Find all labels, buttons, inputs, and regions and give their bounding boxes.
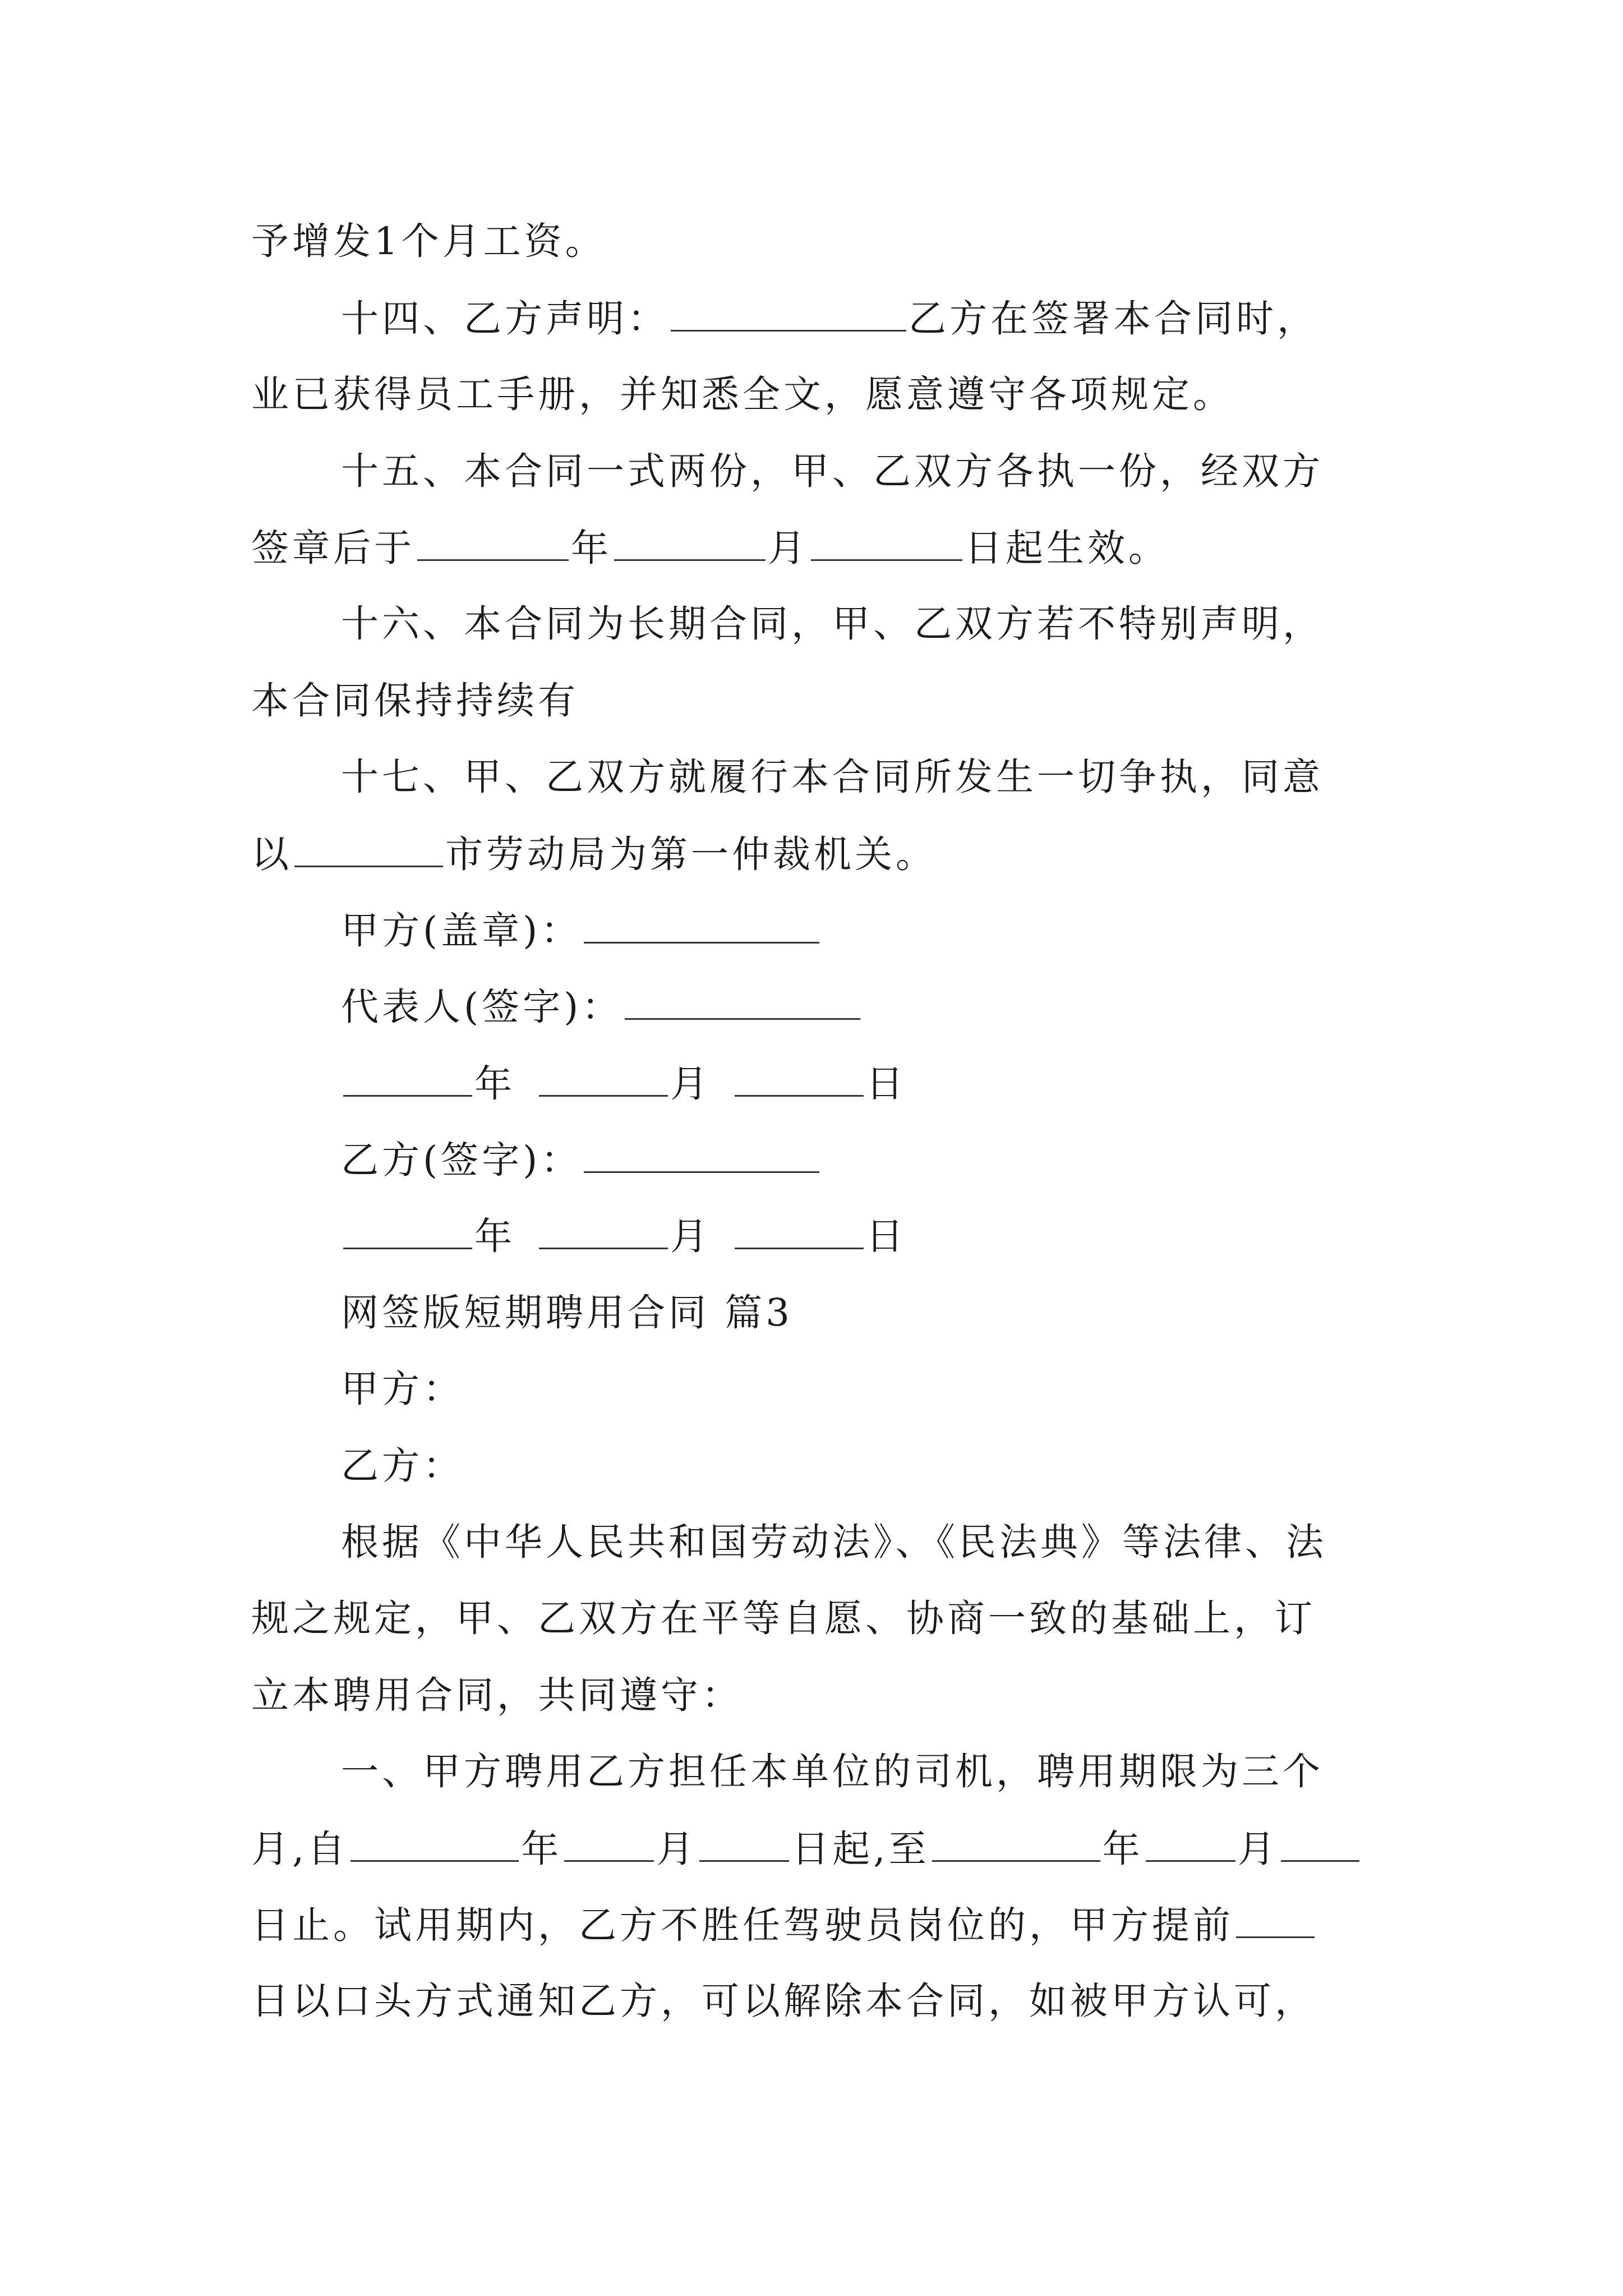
fill-blank — [1146, 1823, 1235, 1862]
text-line: 十六、本合同为长期合同，甲、乙双方若不特别声明， — [341, 602, 1324, 646]
text-line: 立本聘用合同，共同遵守： — [251, 1673, 743, 1717]
text-line: 十四、乙方声明： 乙方在签署本合同时， — [341, 293, 1318, 344]
fill-blank — [932, 1823, 1100, 1862]
fill-blank — [735, 1058, 864, 1097]
text-line: 业已获得员工手册，并知悉全文，愿意遵守各项规定。 — [251, 372, 1234, 416]
fill-blank — [735, 1211, 864, 1249]
fill-blank — [539, 1211, 668, 1249]
signature-blank — [584, 905, 819, 944]
text-line: 日止。试用期内，乙方不胜任驾驶员岗位的，甲方提前 — [251, 1899, 1317, 1950]
text-line: 甲方： — [341, 1367, 464, 1411]
signature-blank — [625, 981, 860, 1020]
text-line: 代表人(签字)： — [341, 981, 863, 1032]
fill-blank — [417, 522, 569, 561]
text-line: 规之规定，甲、乙双方在平等自愿、协商一致的基础上，订 — [251, 1596, 1316, 1640]
date-line: 年 月 日 — [341, 1058, 907, 1109]
fill-blank — [351, 1823, 519, 1862]
text-line: 乙方(签字)： — [341, 1134, 822, 1185]
fill-blank — [343, 1211, 472, 1249]
fill-blank — [671, 293, 906, 332]
text-line: 以 市劳动局为第一仲裁机关。 — [251, 829, 937, 880]
fill-blank — [343, 1058, 472, 1097]
text-line: 乙方： — [341, 1444, 464, 1488]
text-line: 根据《中华人民共和国劳动法》、《民法典》等法律、法 — [341, 1520, 1327, 1564]
text-line: 予增发1个月工资。 — [251, 219, 606, 263]
fill-blank — [1236, 1899, 1315, 1938]
text-line: 十五、本合同一式两份，甲、乙双方各执一份，经双方 — [341, 449, 1324, 493]
fill-blank — [1281, 1823, 1359, 1862]
text-line: 十七、甲、乙双方就履行本合同所发生一切争执，同意 — [341, 755, 1324, 799]
date-line: 年 月 日 — [341, 1211, 907, 1262]
fill-blank — [699, 1823, 789, 1862]
fill-blank — [811, 522, 962, 561]
text-line: 签章后于 年 月 日起生效。 — [251, 522, 1169, 573]
signature-blank — [584, 1134, 819, 1173]
text-line: 本合同保持持续有 — [251, 679, 579, 723]
text-line: 甲方(盖章)： — [341, 905, 822, 956]
section-heading: 网签版短期聘用合同 篇3 — [341, 1291, 793, 1335]
fill-blank — [614, 522, 766, 561]
text-line: 一、甲方聘用乙方担任本单位的司机，聘用期限为三个 — [341, 1750, 1324, 1793]
fill-blank — [539, 1058, 668, 1097]
text-line: 日以口头方式通知乙方，可以解除本合同，如被甲方认可， — [251, 1979, 1316, 2023]
fill-blank — [564, 1823, 654, 1862]
fill-blank — [294, 829, 443, 867]
text-line: 月,自 年 月 日起,至 年 月 — [251, 1823, 1362, 1874]
